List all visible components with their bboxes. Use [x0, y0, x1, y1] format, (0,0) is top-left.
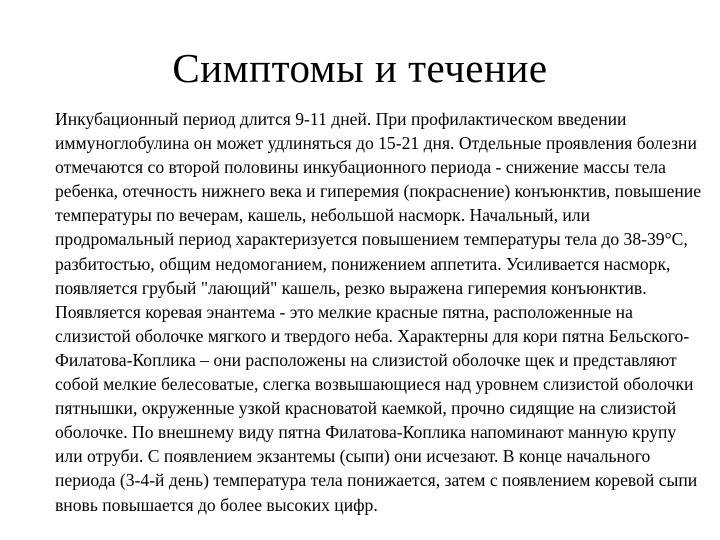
slide-title: Симптомы и течение: [172, 45, 548, 91]
slide-body-text: Инкубационный период длится 9-11 дней. При профилактическом введении иммуноглобулина он может удлиняться до 15-21 дня. Отдельные проявления болезни отмечаются со второй половины инкубационного периода - снижение массы тела ребенка, отечность нижнего века и гиперемия (покраснение) конъюнктив, повышение температуры по вечерам, кашель, небольшой насморк. Начальный, или продромальный период характеризуется повышением температуры тела до 38-39°С, разбитостью, общим недомоганием, понижением аппетита. Усиливается насморк, появляется грубый "лающий" кашель, резко выражена гиперемия конъюнктив. Появляется коревая энантема - это мелкие красные пятна, расположенные на слизистой оболочке мягкого и твердого неба. Характерны для кори пятна Бельского-Филатова-Коплика – они расположены на слизистой оболочке щек и представляют собой мелкие белесоватые, слегка возвышающиеся над уровнем слизистой оболочки пятнышки, окруженные узкой красноватой каемкой, прочно сидящие на слизистой оболочке. По внешнему виду пятна Филатова-Коплика напоминают манную крупу или отруби. С появлением экзантемы (сыпи) они исчезают. В конце начального периода (3-4-й день) температура тела понижается, затем с появлением коревой сыпи вновь повышается до более высоких цифр.: [55, 109, 702, 515]
